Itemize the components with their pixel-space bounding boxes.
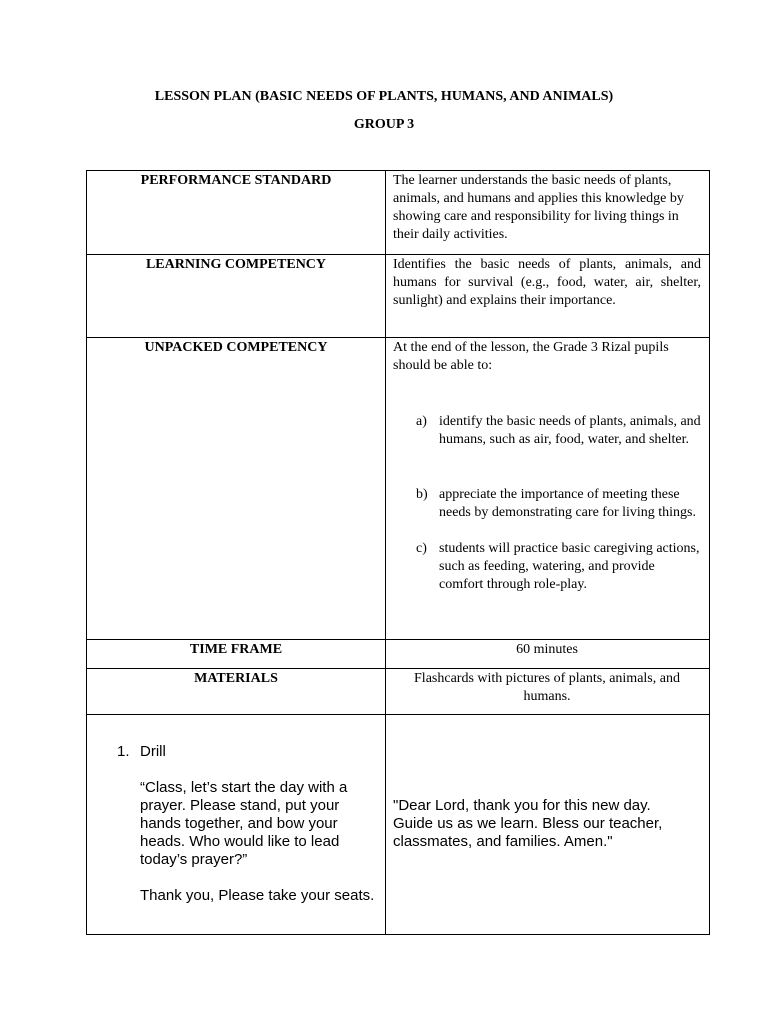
prayer-cell bbox=[386, 715, 710, 935]
learning-competency-row bbox=[87, 255, 710, 338]
drill-cell bbox=[87, 715, 386, 935]
drill-number: 1. bbox=[117, 743, 130, 760]
objective-marker: a) bbox=[416, 414, 427, 429]
objective-marker: c) bbox=[416, 541, 427, 556]
time-frame-row bbox=[87, 640, 710, 669]
unpacked-competency-label: UNPACKED COMPETENCY bbox=[87, 338, 386, 640]
objective-text: appreciate the importance of meeting these needs by demonstrating care for living things. bbox=[439, 487, 696, 520]
unpacked-competency-row bbox=[87, 338, 710, 640]
teacher-followup: Thank you, Please take your seats. bbox=[140, 887, 375, 904]
document-title: LESSON PLAN (BASIC NEEDS OF PLANTS, HUMANS, AND ANIMALS) bbox=[154, 89, 614, 104]
objective-marker: b) bbox=[416, 487, 428, 502]
objective-item bbox=[393, 413, 701, 449]
materials-value: Flashcards with pictures of plants, animals, and humans. bbox=[386, 669, 710, 715]
performance-standard-row bbox=[87, 171, 710, 255]
materials-label: MATERIALS bbox=[87, 669, 386, 715]
objective-item bbox=[393, 486, 701, 522]
unpacked-intro: At the end of the lesson, the Grade 3 Rizal pupils should be able to: bbox=[393, 340, 669, 373]
lesson-plan-table bbox=[86, 170, 710, 935]
objective-list bbox=[393, 413, 701, 594]
performance-standard-label: PERFORMANCE STANDARD bbox=[87, 171, 386, 255]
prayer-text: "Dear Lord, thank you for this new day. Guide us as we learn. Bless our teacher, classmates, and families. Amen." bbox=[393, 797, 663, 850]
materials-row bbox=[87, 669, 710, 715]
performance-standard-text: The learner understands the basic needs of plants, animals, and humans and applies this knowledge by showing care and responsibility for living things in their daily activities. bbox=[386, 171, 710, 255]
teacher-instruction: “Class, let’s start the day with a prayer. Please stand, put your hands together, and bow your heads. Who would like to lead today’s prayer?” bbox=[140, 779, 348, 868]
objective-text: identify the basic needs of plants, animals, and humans, such as air, food, water, and shelter. bbox=[439, 414, 701, 447]
time-frame-value: 60 minutes bbox=[386, 640, 710, 669]
drill-row bbox=[87, 715, 710, 935]
learning-competency-text: Identifies the basic needs of plants, animals, and humans for survival (e.g., food, water, air, shelter, sunlight) and explains their importance. bbox=[386, 255, 710, 338]
unpacked-competency-cell bbox=[386, 338, 710, 640]
group-label: GROUP 3 bbox=[353, 117, 415, 132]
drill-title: Drill bbox=[140, 743, 166, 760]
time-frame-label: TIME FRAME bbox=[87, 640, 386, 669]
objective-item bbox=[393, 540, 701, 594]
objective-text: students will practice basic caregiving actions, such as feeding, watering, and provide comfort through role-play. bbox=[439, 541, 700, 592]
learning-competency-label: LEARNING COMPETENCY bbox=[87, 255, 386, 338]
